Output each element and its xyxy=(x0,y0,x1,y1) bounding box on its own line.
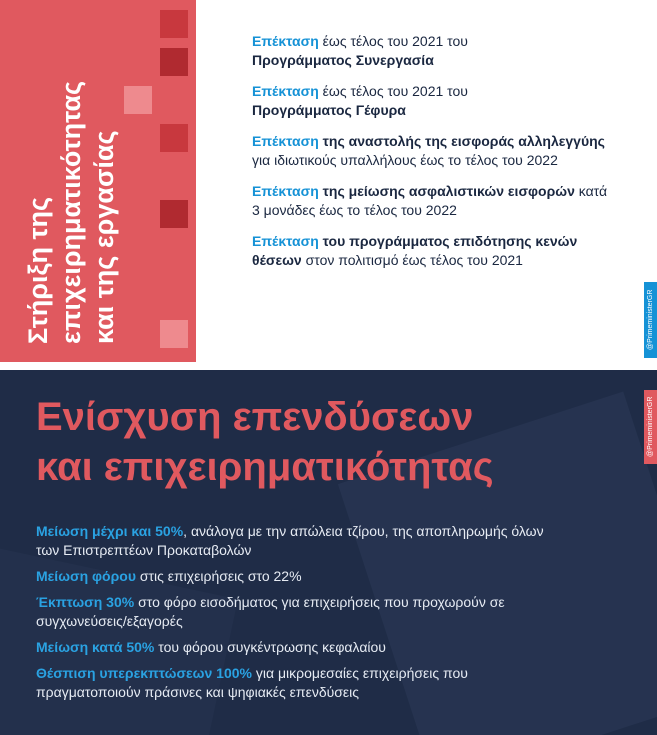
item-highlight: Επέκταση xyxy=(252,183,319,199)
item-bold: της αναστολής της εισφοράς αλληλεγγύης xyxy=(322,133,605,149)
list-item xyxy=(36,522,556,560)
item-highlight: Έκπτωση 30% xyxy=(36,594,135,610)
social-handle: @PrimeministerGR xyxy=(644,282,657,358)
item-text: στο φόρο εισοδήματος για επιχειρήσεις που προχωρούν σε συγχωνεύσεις/εξαγορές xyxy=(36,594,505,629)
item-text: για μικρομεσαίες επιχειρήσεις που πραγματοποιούν πράσινες και ψηφιακές επενδύσεις xyxy=(36,665,468,700)
item-bold: της μείωσης ασφαλιστικών εισφορών xyxy=(322,183,575,199)
item-text: έως τέλος του 2021 του xyxy=(318,33,468,49)
list-item xyxy=(252,82,612,120)
measures-list xyxy=(36,522,556,709)
decor-square xyxy=(160,320,188,348)
list-item xyxy=(36,567,556,586)
item-highlight: Επέκταση xyxy=(252,83,319,99)
item-bold: Προγράμματος Γέφυρα xyxy=(252,102,406,118)
decor-square xyxy=(160,10,188,38)
list-item xyxy=(252,232,612,270)
item-highlight: Μείωση φόρου xyxy=(36,568,136,584)
item-highlight: Επέκταση xyxy=(252,133,319,149)
list-item xyxy=(252,32,612,70)
title-line: Στήριξη της xyxy=(23,196,53,344)
item-tail: στον πολιτισμό έως τέλος του 2021 xyxy=(301,252,523,268)
item-highlight: Επέκταση xyxy=(252,33,319,49)
item-highlight: Μείωση κατά 50% xyxy=(36,639,155,655)
item-text: , ανάλογα με την απώλεια τζίρου, της αποπληρωμής όλων των Επιστρεπτέων Προκαταβολών xyxy=(36,523,544,558)
red-title-panel xyxy=(0,0,196,362)
item-highlight: Επέκταση xyxy=(252,233,319,249)
list-item xyxy=(36,593,556,631)
extension-list xyxy=(252,32,612,282)
item-highlight: Θέσπιση υπερεκπτώσεων 100% xyxy=(36,665,252,681)
item-text: έως τέλος του 2021 του xyxy=(318,83,468,99)
item-tail: για ιδιωτικούς υπαλλήλους έως το τέλος του 2022 xyxy=(252,152,558,168)
item-bold: Προγράμματος Συνεργασία xyxy=(252,52,434,68)
headline-line: και επιχειρηματικότητας xyxy=(36,445,494,489)
list-item xyxy=(36,638,556,657)
headline-line: Ενίσχυση επενδύσεων xyxy=(36,395,474,439)
decor-square xyxy=(160,48,188,76)
list-item xyxy=(36,664,556,702)
headline xyxy=(36,392,494,492)
list-item xyxy=(252,132,612,170)
item-text: του φόρου συγκέντρωσης κεφαλαίου xyxy=(154,639,386,655)
vertical-title xyxy=(22,24,152,344)
item-text: στις επιχειρήσεις στο 22% xyxy=(135,568,302,584)
item-bold: του προγράμματος επιδότησης κενών θέσεων xyxy=(252,233,578,268)
social-handle: @PrimeministerGR xyxy=(644,390,657,464)
item-tail: κατά 3 μονάδες έως το τέλος του 2022 xyxy=(252,183,608,218)
decor-square xyxy=(160,124,188,152)
list-item xyxy=(252,182,612,220)
investment-card xyxy=(0,370,657,735)
item-highlight: Μείωση μέχρι και 50% xyxy=(36,523,184,539)
decor-square xyxy=(160,200,188,228)
title-line: και της εργασίας xyxy=(89,130,119,344)
title-line: επιχειρηματικότητας xyxy=(56,80,86,344)
